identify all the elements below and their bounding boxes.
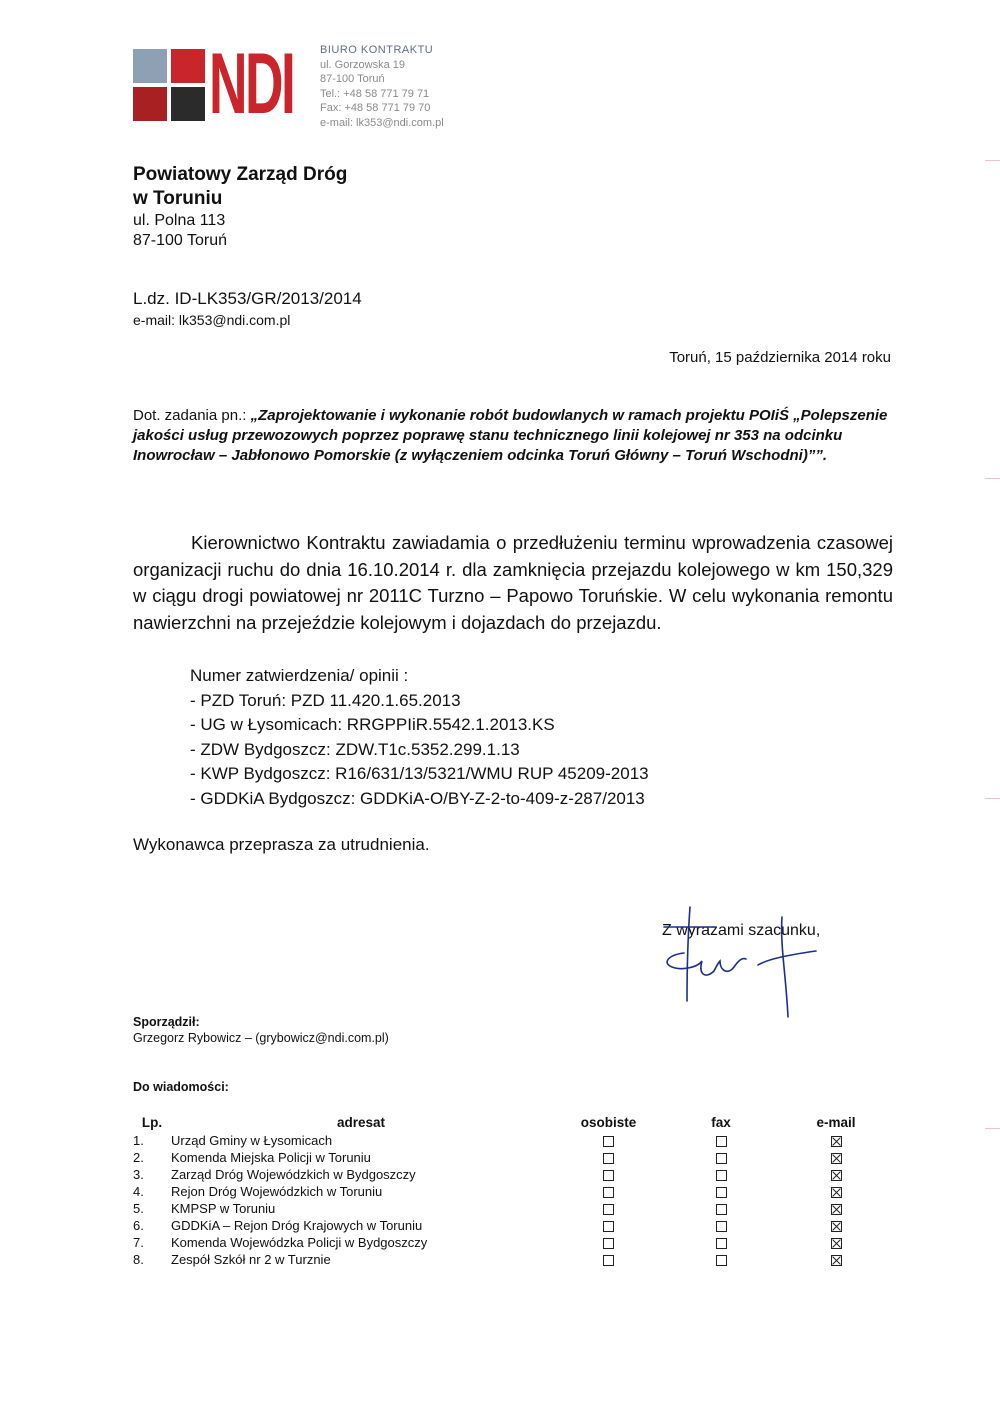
empty-checkbox-icon [603, 1136, 614, 1147]
recipient-name-1: Powiatowy Zarząd Dróg [133, 164, 348, 185]
empty-checkbox-icon [603, 1238, 614, 1249]
recipient-name-2: w Toruniu [133, 188, 223, 209]
empty-checkbox-icon [603, 1204, 614, 1215]
ndi-logo [133, 36, 294, 132]
empty-checkbox-icon [716, 1187, 727, 1198]
row-addressee: KMPSP w Toruniu [171, 1201, 276, 1216]
row-email-cell [776, 1149, 896, 1166]
table-row [133, 1234, 896, 1251]
edge-mark [985, 1128, 1000, 1129]
body-text: Kierownictwo Kontraktu zawiadamia o przedłużeniu terminu wprowadzenia czasowej organizacji ruchu do dnia 16.10.2014 r. dla zamknięcia przejazdu kolejowego w km 150,329 w ciągu drogi powiatowej nr 2011C Turzno – Papowo Toruńskie. W celu wykonania remontu nawierzchni na przejeździe kolejowym i dojazdach do przejazdu. [133, 532, 893, 633]
row-number: 7. [133, 1235, 144, 1250]
row-email-cell [776, 1234, 896, 1251]
distribution-rows [133, 1132, 896, 1268]
approval-item: - KWP Bydgoszcz: R16/631/13/5321/WMU RUP 45209-2013 [190, 764, 649, 783]
letter-date: Toruń, 15 października 2014 roku [669, 349, 891, 366]
approvals-heading: Numer zatwierdzenia/ opinii : [190, 666, 409, 685]
table-row [133, 1132, 896, 1149]
empty-checkbox-icon [603, 1153, 614, 1164]
logo-square-dark [171, 87, 205, 121]
edge-mark [985, 478, 1000, 479]
recipient-street: ul. Polna 113 [133, 212, 226, 229]
handwritten-signature [658, 905, 828, 1025]
row-addressee: Komenda Wojewódzka Policji w Bydgoszczy [171, 1235, 428, 1250]
row-email-cell [776, 1132, 896, 1149]
row-number: 4. [133, 1184, 144, 1199]
row-number: 2. [133, 1150, 144, 1165]
row-number: 5. [133, 1201, 144, 1216]
apology-text: Wykonawca przeprasza za utrudnienia. [133, 835, 430, 854]
edge-mark [985, 160, 1000, 161]
checked-checkbox-icon [831, 1170, 842, 1181]
row-addressee: Rejon Dróg Wojewódzkich w Toruniu [171, 1184, 383, 1199]
header-personal: osobiste [580, 1114, 637, 1130]
checked-checkbox-icon [831, 1255, 842, 1266]
checked-checkbox-icon [831, 1153, 842, 1164]
row-fax-cell [666, 1132, 776, 1149]
empty-checkbox-icon [716, 1204, 727, 1215]
table-row [133, 1217, 896, 1234]
row-personal-cell [551, 1183, 666, 1200]
approval-item: - GDDKiA Bydgoszcz: GDDKiA-O/BY-Z-2-to-409-z-287/2013 [190, 788, 645, 808]
header-fax: fax [711, 1114, 731, 1130]
sender-title: BIURO KONTRAKTU [320, 44, 434, 56]
row-fax-cell [666, 1166, 776, 1183]
row-email-cell [776, 1200, 896, 1217]
row-personal-cell [551, 1132, 666, 1149]
row-addressee: Zespół Szkół nr 2 w Turznie [171, 1252, 331, 1267]
row-personal-cell [551, 1166, 666, 1183]
sender-street: ul. Gorzowska 19 [320, 58, 405, 71]
sender-address [320, 43, 444, 130]
row-personal-cell [551, 1200, 666, 1217]
subject-title: „Zaprojektowanie i wykonanie robót budowlanych w ramach projektu POIiŚ „Polepszenie jakości usług przewozowych poprzez poprawę stanu technicznego linii kolejowej nr 353 na odcinku Inowrocław – Jabłonowo Pomorskie (z wyłączeniem odcinka Toruń Główny – Toruń Wschodni)””. [133, 407, 888, 464]
table-row [133, 1251, 896, 1268]
checked-checkbox-icon [831, 1238, 842, 1249]
logo-text: NDI [209, 36, 294, 132]
row-addressee: Zarząd Dróg Wojewódzkich w Bydgoszczy [171, 1167, 416, 1182]
prepared-name: Grzegorz Rybowicz – (grybowicz@ndi.com.pl) [133, 1031, 389, 1045]
header-addressee: adresat [336, 1114, 386, 1130]
empty-checkbox-icon [716, 1136, 727, 1147]
approval-item: - UG w Łysomicach: RRGPPIiR.5542.1.2013.KS [190, 715, 555, 734]
sender-tel: Tel.: +48 58 771 79 71 [320, 87, 430, 100]
header-lp: Lp. [141, 1114, 163, 1130]
sender-fax: Fax: +48 58 771 79 70 [320, 102, 431, 114]
row-addressee: GDDKiA – Rejon Dróg Krajowych w Toruniu [171, 1218, 423, 1233]
reference-email: e-mail: lk353@ndi.com.pl [133, 312, 291, 328]
row-email-cell [776, 1251, 896, 1268]
checked-checkbox-icon [831, 1204, 842, 1215]
empty-checkbox-icon [716, 1221, 727, 1232]
row-fax-cell [666, 1234, 776, 1251]
recipient-city: 87-100 Toruń [133, 232, 227, 249]
reference-block [133, 288, 362, 330]
empty-checkbox-icon [603, 1221, 614, 1232]
row-number: 8. [133, 1252, 144, 1267]
table-row [133, 1149, 896, 1166]
edge-mark [985, 798, 1000, 799]
row-email-cell [776, 1217, 896, 1234]
row-fax-cell [666, 1200, 776, 1217]
row-email-cell [776, 1166, 896, 1183]
empty-checkbox-icon [716, 1170, 727, 1181]
logo-square-darkred [133, 87, 167, 121]
sender-email: e-mail: lk353@ndi.com.pl [320, 116, 444, 129]
reference-number: L.dz. ID-LK353/GR/2013/2014 [133, 289, 362, 308]
row-personal-cell [551, 1251, 666, 1268]
checked-checkbox-icon [831, 1136, 842, 1147]
empty-checkbox-icon [716, 1238, 727, 1249]
approvals-list [190, 664, 649, 811]
row-personal-cell [551, 1234, 666, 1251]
row-number: 1. [133, 1133, 144, 1148]
row-fax-cell [666, 1217, 776, 1234]
table-row [133, 1166, 896, 1183]
empty-checkbox-icon [603, 1170, 614, 1181]
row-fax-cell [666, 1183, 776, 1200]
empty-checkbox-icon [603, 1187, 614, 1198]
closing-regards: Z wyrazami szacunku, [662, 922, 821, 939]
empty-checkbox-icon [603, 1255, 614, 1266]
empty-checkbox-icon [716, 1255, 727, 1266]
checked-checkbox-icon [831, 1221, 842, 1232]
distribution-label: Do wiadomości: [133, 1080, 229, 1094]
row-email-cell [776, 1183, 896, 1200]
approval-item: - ZDW Bydgoszcz: ZDW.T1c.5352.299.1.13 [190, 739, 520, 759]
row-fax-cell [666, 1251, 776, 1268]
prepared-by [133, 1014, 389, 1046]
table-header-row [133, 1112, 896, 1132]
checked-checkbox-icon [831, 1187, 842, 1198]
logo-square-red-top [171, 49, 205, 83]
logo-square-grey [133, 49, 167, 83]
distribution-table [133, 1112, 896, 1268]
header-email: e-mail [816, 1114, 856, 1130]
subject [133, 406, 893, 466]
row-fax-cell [666, 1149, 776, 1166]
body-paragraph [133, 530, 893, 636]
row-addressee: Urząd Gminy w Łysomicach [171, 1133, 333, 1148]
prepared-label: Sporządził: [133, 1015, 200, 1029]
row-addressee: Komenda Miejska Policji w Toruniu [171, 1150, 371, 1165]
row-personal-cell [551, 1149, 666, 1166]
approval-item: - PZD Toruń: PZD 11.420.1.65.2013 [190, 690, 461, 710]
empty-checkbox-icon [716, 1153, 727, 1164]
row-number: 3. [133, 1167, 144, 1182]
sender-city: 87-100 Toruń [320, 73, 385, 85]
table-row [133, 1183, 896, 1200]
subject-prefix: Dot. zadania pn.: [133, 407, 251, 424]
table-row [133, 1200, 896, 1217]
recipient-address [133, 163, 347, 251]
row-personal-cell [551, 1217, 666, 1234]
row-number: 6. [133, 1218, 144, 1233]
